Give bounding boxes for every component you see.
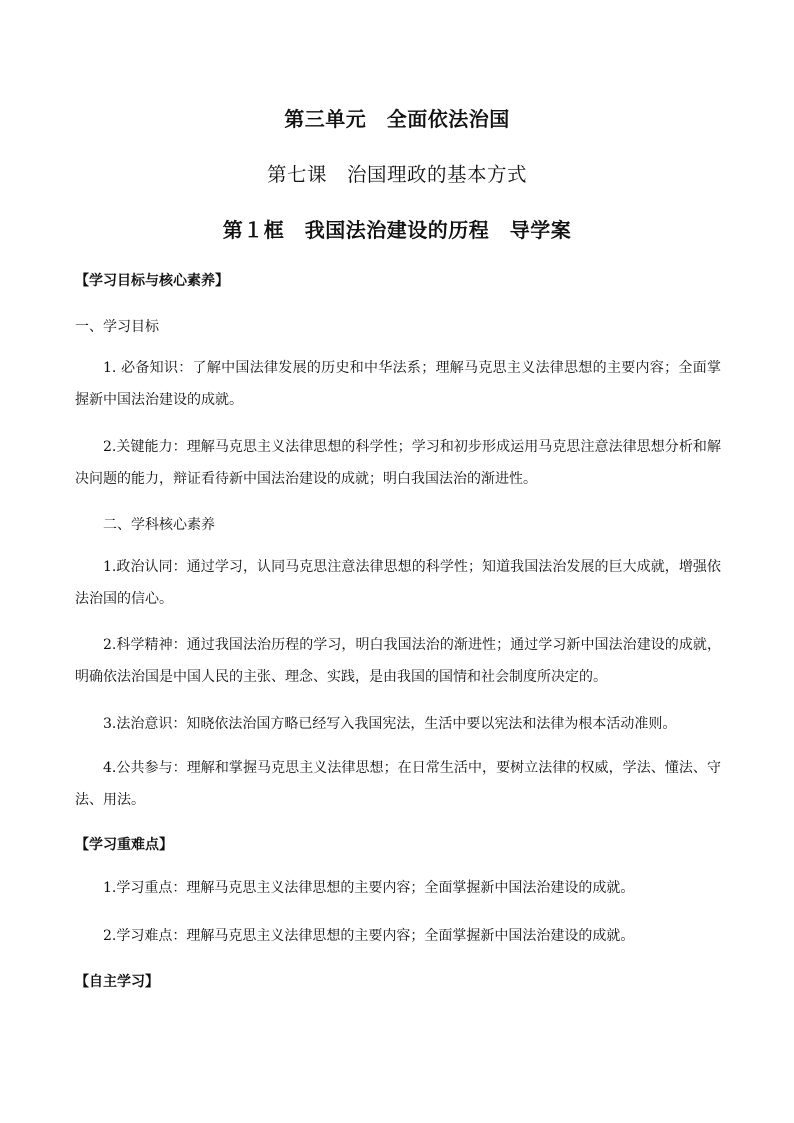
literacy-item-science: 2.科学精神：通过我国法治历程的学习，明白我国法治的渐进性；通过学习新中国法治建设的成就，明确依法治国是中国人民的主张、理念、实践，是由我国的国情和社会制度所决定的。: [75, 637, 721, 685]
literacy-item-political: 1.政治认同：通过学习，认同马克思注意法律思想的科学性；知道我国法治发展的巨大成就，增强依法治国的信心。: [75, 559, 721, 607]
goals-subheading: 一、学习目标: [75, 319, 159, 335]
literacy-subheading: 二、学科核心素养: [103, 517, 215, 533]
unit-title: 第三单元 全面依法治国: [284, 107, 510, 131]
goals-heading: 【学习目标与核心素养】: [75, 273, 229, 289]
literacy-item-participation: 4.公共参与：理解和掌握马克思主义法律思想；在日常生活中，要树立法律的权威，学法、懂法、守法、用法。: [75, 760, 721, 808]
self-study-heading: 【自主学习】: [75, 974, 159, 990]
key-point-difficulty: 2.学习难点：理解马克思主义法律思想的主要内容；全面掌握新中国法治建设的成就。: [103, 928, 635, 944]
key-points-heading: 【学习重难点】: [75, 837, 173, 853]
lesson-title: 第七课 治国理政的基本方式: [266, 163, 527, 186]
literacy-item-rule-of-law: 3.法治意识：知晓依法治国方略已经写入我国宪法，生活中要以宪法和法律为根本活动准则。: [103, 716, 677, 732]
key-point-focus: 1.学习重点：理解马克思主义法律思想的主要内容；全面掌握新中国法治建设的成就。: [103, 880, 635, 896]
goal-item-knowledge: 1. 必备知识：了解中国法律发展的历史和中华法系；理解马克思主义法律思想的主要内容；全面掌握新中国法治建设的成就。: [75, 360, 721, 408]
section-title: 第１框 我国法治建设的历程 导学案: [222, 218, 572, 242]
goal-item-ability: 2.关键能力：理解马克思主义法律思想的科学性；学习和初步形成运用马克思注意法律思想分析和解决问题的能力，辩证看待新中国法治建设的成就；明白我国法治的渐进性。: [75, 439, 721, 487]
